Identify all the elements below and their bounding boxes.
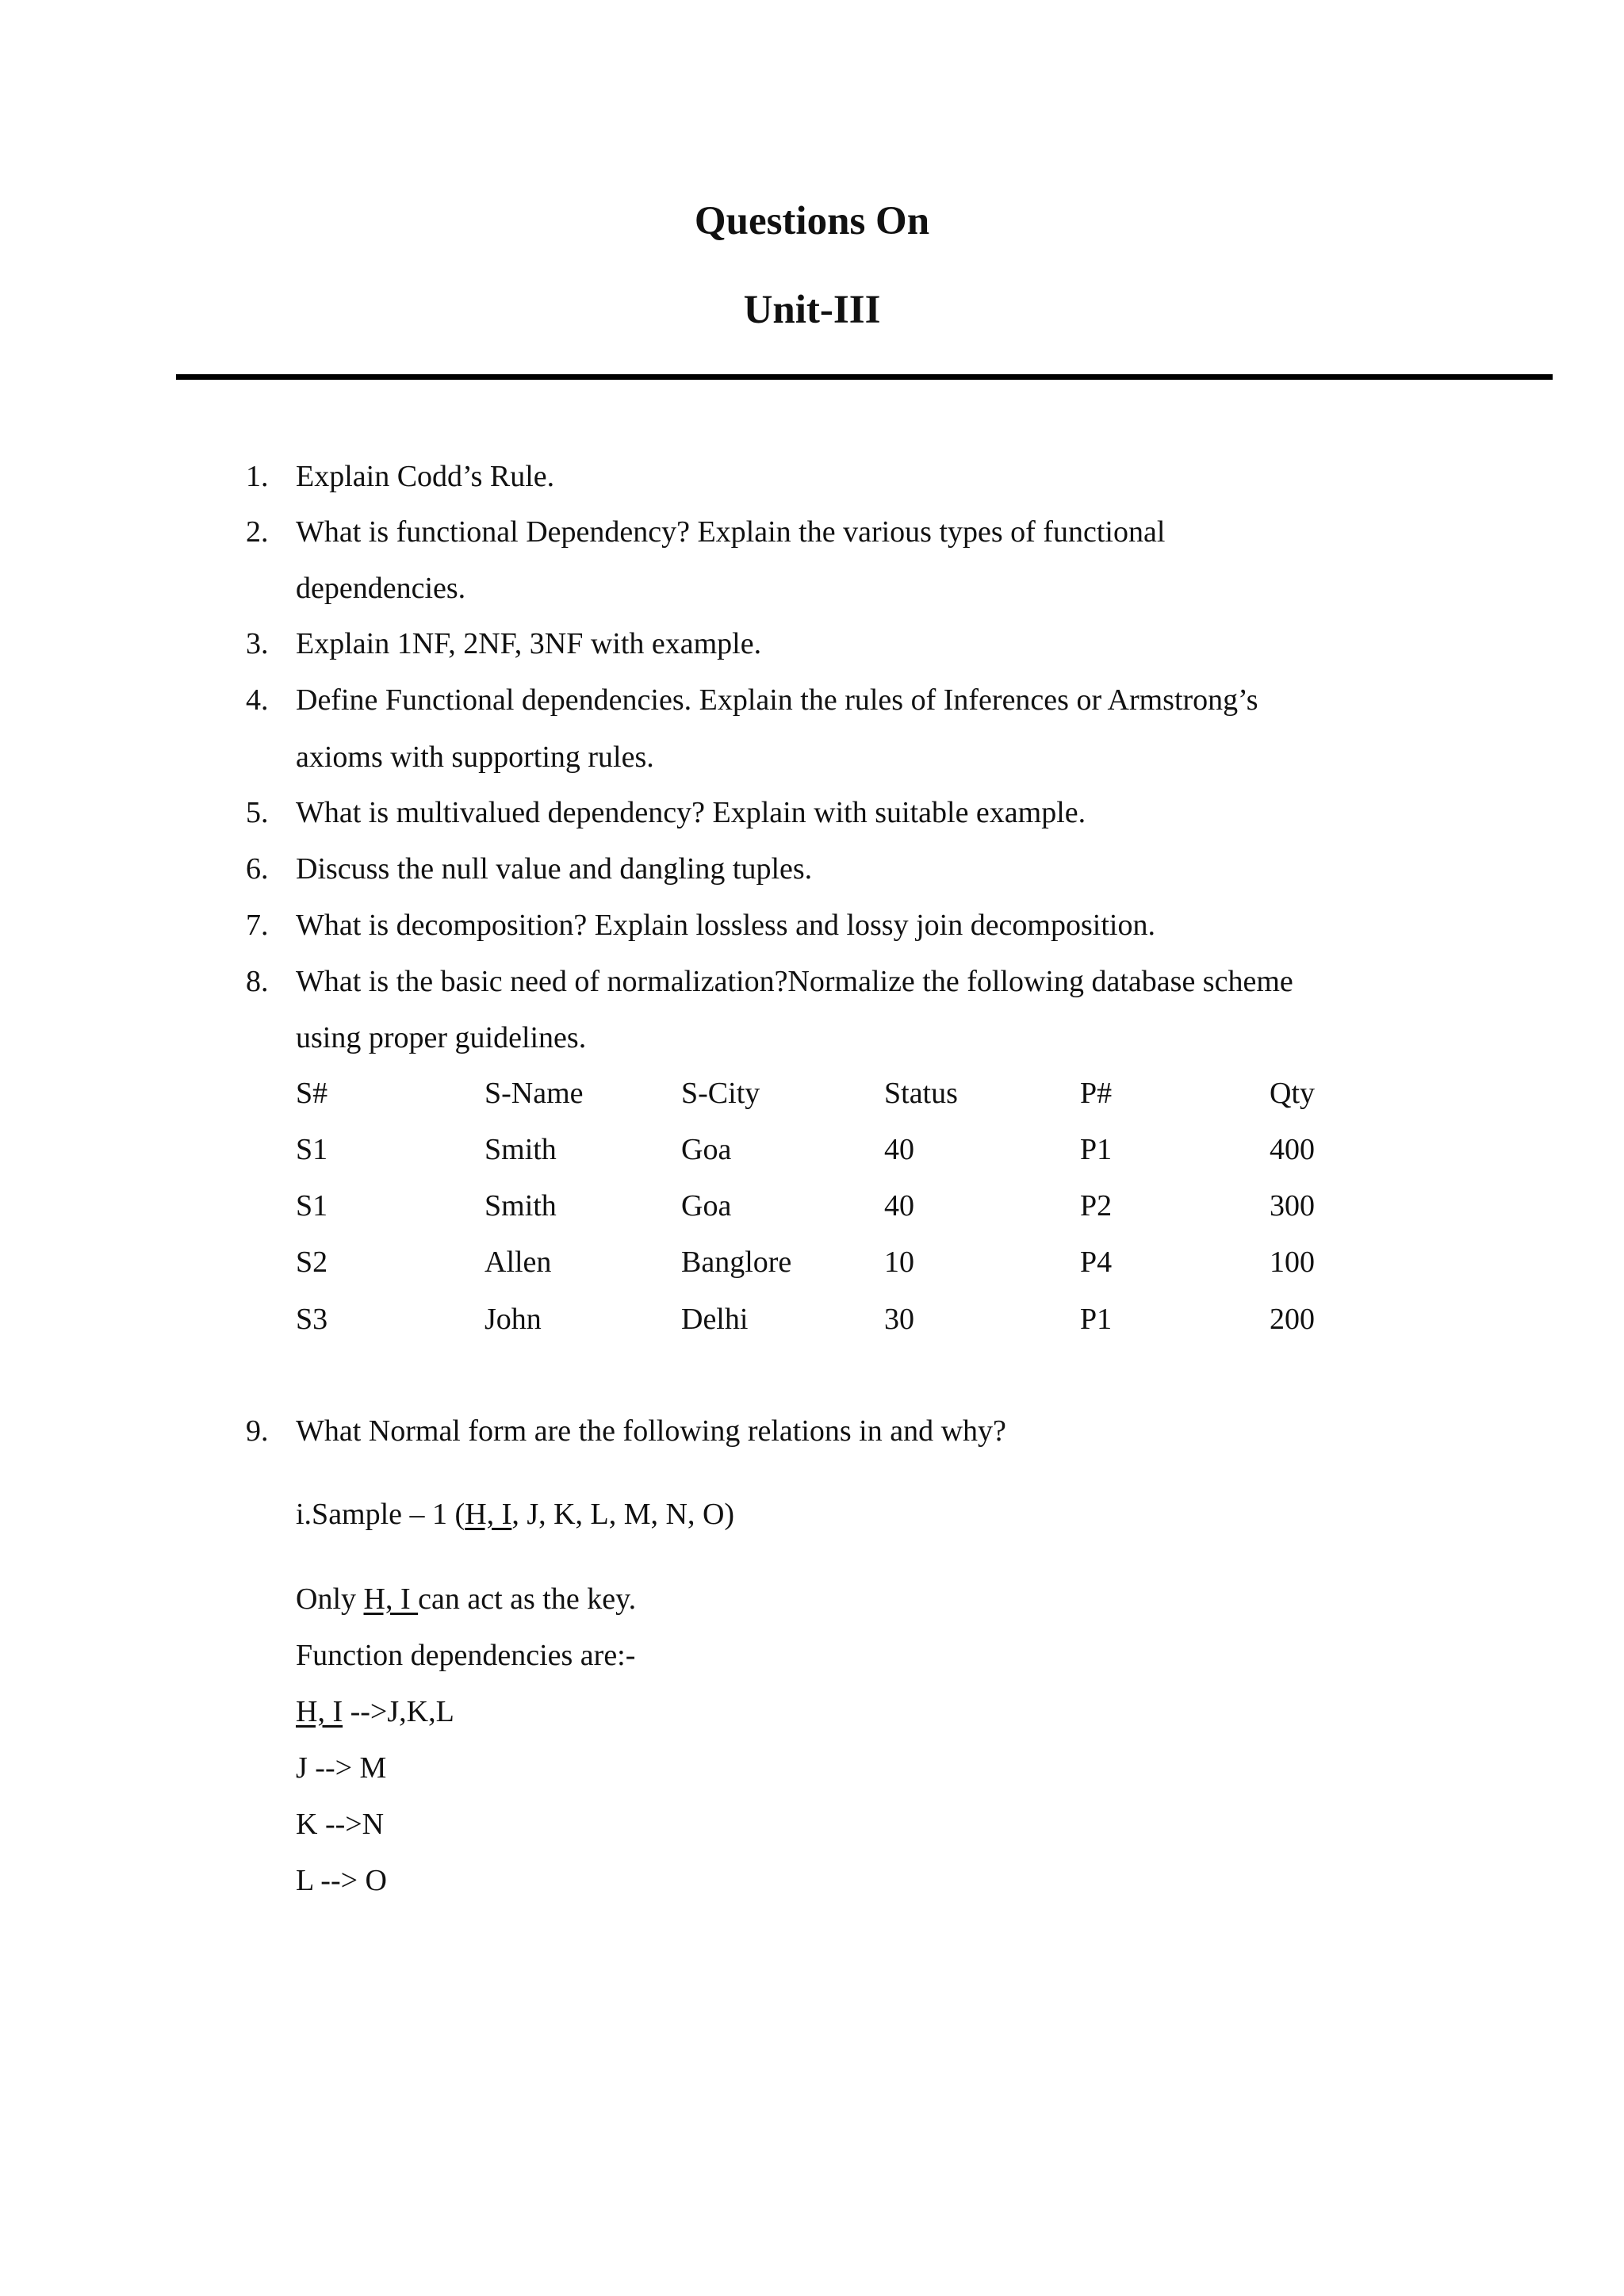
table-cell: John <box>485 1303 542 1336</box>
table-header-cell: S-Name <box>485 1077 584 1110</box>
key-statement <box>296 1581 636 1617</box>
table-cell: 100 <box>1270 1246 1315 1279</box>
table-cell: S1 <box>296 1189 328 1223</box>
table-cell: Delhi <box>681 1303 749 1336</box>
table-cell: Goa <box>681 1189 732 1223</box>
functional-dependency <box>296 1693 454 1730</box>
table-cell: S3 <box>296 1303 328 1336</box>
table-cell: 200 <box>1270 1303 1315 1336</box>
key-attributes: H, I <box>363 1582 419 1616</box>
table-cell: S1 <box>296 1133 328 1166</box>
page-title: Questions On <box>694 199 930 243</box>
table-cell: 40 <box>884 1133 914 1166</box>
table-cell: P1 <box>1080 1303 1113 1336</box>
table-header-cell: Qty <box>1270 1077 1315 1110</box>
table-cell: 400 <box>1270 1133 1315 1166</box>
question-text-continued: axioms with supporting rules. <box>296 740 654 774</box>
question-text: Explain Codd’s Rule. <box>296 460 555 493</box>
functional-dependency: L --> O <box>296 1864 387 1897</box>
table-cell: P2 <box>1080 1189 1113 1223</box>
question-text-continued: using proper guidelines. <box>296 1021 587 1054</box>
question-number: 8. <box>246 965 269 998</box>
functional-dependency: K -->N <box>296 1808 385 1841</box>
key-suffix: can act as the key. <box>418 1582 637 1616</box>
question-text: What is the basic need of normalization?Normalize the following database scheme <box>296 965 1293 998</box>
question-text: What is decomposition? Explain lossless and lossy join decomposition. <box>296 909 1155 942</box>
sample-prefix: i.Sample – 1 ( <box>296 1498 465 1531</box>
question-text: What is multivalued dependency? Explain with suitable example. <box>296 796 1086 829</box>
question-number: 7. <box>246 909 269 942</box>
table-cell: Goa <box>681 1133 732 1166</box>
table-cell: 300 <box>1270 1189 1315 1223</box>
question-text: Discuss the null value and dangling tuples. <box>296 852 813 886</box>
question-text: Define Functional dependencies. Explain the rules of Inferences or Armstrong’s <box>296 683 1258 717</box>
question-text: What Normal form are the following relations in and why? <box>296 1414 1006 1448</box>
question-number: 6. <box>246 852 269 886</box>
question-number: 5. <box>246 796 269 829</box>
sample-key-attributes: H, I <box>465 1498 512 1531</box>
question-text: Explain 1NF, 2NF, 3NF with example. <box>296 627 762 660</box>
question-number: 9. <box>246 1414 269 1448</box>
table-cell: Banglore <box>681 1246 792 1279</box>
table-cell: S2 <box>296 1246 328 1279</box>
table-cell: 10 <box>884 1246 914 1279</box>
functional-dependency: J --> M <box>296 1751 387 1785</box>
table-cell: P1 <box>1080 1133 1113 1166</box>
sample-relation <box>296 1496 734 1533</box>
table-header-cell: S-City <box>681 1077 760 1110</box>
question-number: 1. <box>246 460 269 493</box>
title-divider <box>176 374 1553 380</box>
fd-rhs: -->J,K,L <box>343 1695 454 1728</box>
table-header-cell: S# <box>296 1077 328 1110</box>
table-cell: Allen <box>485 1246 552 1279</box>
table-cell: P4 <box>1080 1246 1113 1279</box>
sample-attributes: , J, K, L, M, N, O) <box>511 1498 735 1531</box>
fd-heading: Function dependencies are:- <box>296 1639 636 1672</box>
question-number: 3. <box>246 627 269 660</box>
question-number: 4. <box>246 683 269 717</box>
table-cell: 30 <box>884 1303 914 1336</box>
question-text-continued: dependencies. <box>296 572 466 605</box>
question-number: 2. <box>246 515 269 549</box>
table-cell: Smith <box>485 1189 557 1223</box>
table-header-cell: P# <box>1080 1077 1113 1110</box>
table-cell: Smith <box>485 1133 557 1166</box>
table-header-cell: Status <box>884 1077 958 1110</box>
question-text: What is functional Dependency? Explain the various types of functional <box>296 515 1166 549</box>
page-subtitle: Unit-III <box>743 288 881 332</box>
key-prefix: Only <box>296 1582 364 1616</box>
fd-lhs: H, I <box>296 1695 343 1728</box>
table-cell: 40 <box>884 1189 914 1223</box>
